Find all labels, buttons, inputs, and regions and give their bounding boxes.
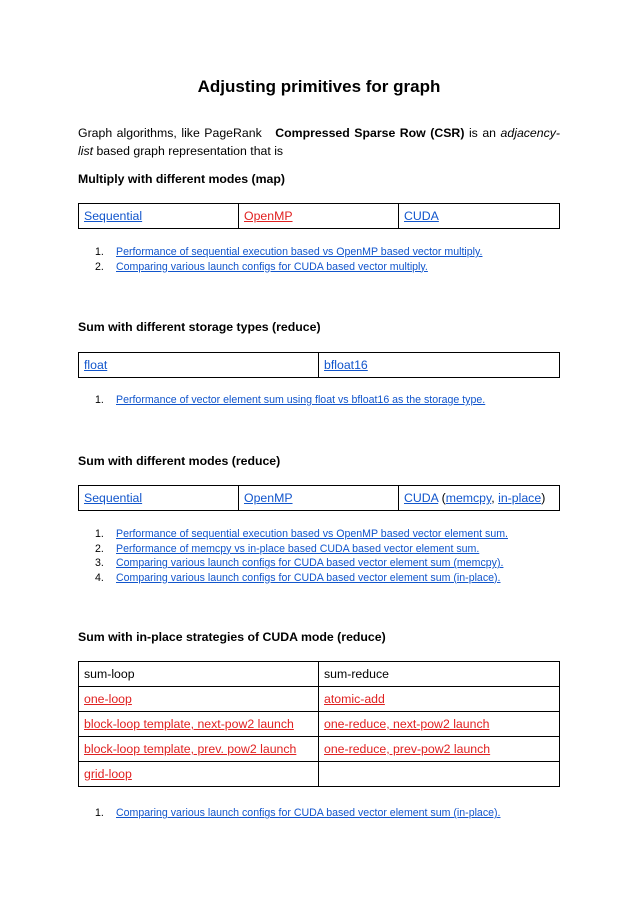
list-map xyxy=(78,245,482,274)
section-heading-storage: Sum with different storage types (reduce) xyxy=(78,320,321,334)
table-header-row xyxy=(79,662,560,687)
link-bfloat16[interactable]: bfloat16 xyxy=(324,358,368,372)
table-row xyxy=(79,687,560,712)
list-item: 4. Comparing various launch configs for CUDA based vector element sum (in-place). xyxy=(95,571,501,584)
page-title: Adjusting primitives for graph xyxy=(197,77,441,96)
storage-table xyxy=(78,352,560,378)
section-heading-reduce: Sum with different modes (reduce) xyxy=(78,454,281,468)
link-in-place[interactable]: in-place xyxy=(498,491,542,505)
link-openmp[interactable]: OpenMP xyxy=(244,491,293,505)
list-item: 3. Comparing various launch configs for CUDA based vector element sum (memcpy). xyxy=(95,557,504,569)
list-link[interactable]: Performance of vector element sum using float vs bfloat16 as the storage type. xyxy=(116,394,486,406)
link-one-reduce-prev-pow2[interactable]: one-reduce, prev-pow2 launch xyxy=(324,742,491,756)
cell-float xyxy=(79,353,319,378)
intro-italic-term: adjacency-list xyxy=(78,126,560,158)
list-item: 2. Performance of memcpy vs in-place based CUDA based vector element sum. xyxy=(95,542,480,555)
list-item: 2. Comparing various launch configs for CUDA based vector multiply. xyxy=(95,260,428,273)
link-float[interactable]: float xyxy=(84,358,108,372)
cell-sequential xyxy=(79,204,239,229)
list-item: 1. Performance of vector element sum using float vs bfloat16 as the storage type. xyxy=(95,394,486,406)
link-openmp[interactable]: OpenMP xyxy=(244,209,293,223)
intro-text-1: Graph algorithms, like PageRank xyxy=(78,126,262,140)
table-row xyxy=(79,712,560,737)
table-row xyxy=(79,762,560,787)
list-link[interactable]: Comparing various launch configs for CUDA based vector element sum (in-place). xyxy=(116,571,501,584)
list-item: 1. Performance of sequential execution based vs OpenMP based vector element sum. xyxy=(95,528,508,540)
link-cuda[interactable]: CUDA xyxy=(404,209,439,223)
list-link[interactable]: Performance of memcpy vs in-place based CUDA based vector element sum. xyxy=(116,542,480,555)
link-one-reduce-next-pow2[interactable]: one-reduce, next-pow2 launch xyxy=(324,717,490,731)
link-grid-loop[interactable]: grid-loop xyxy=(84,767,132,781)
cell-cuda: CUDA (memcpy, in-place) xyxy=(399,486,560,511)
link-cuda[interactable]: CUDA xyxy=(404,491,439,505)
intro-text-2: is an xyxy=(468,126,497,140)
list-reduce xyxy=(78,527,508,585)
section-heading-inplace: Sum with in-place strategies of CUDA mode (reduce) xyxy=(78,630,386,644)
list-link[interactable]: Performance of sequential execution based vs OpenMP based vector multiply. xyxy=(116,246,483,258)
cell-openmp xyxy=(239,486,399,511)
link-atomic-add[interactable]: atomic-add xyxy=(324,692,385,706)
list-storage xyxy=(78,393,485,408)
list-link[interactable]: Comparing various launch configs for CUDA based vector element sum (in-place). xyxy=(116,807,501,819)
empty-cell xyxy=(319,762,560,787)
list-inplace xyxy=(78,806,501,821)
link-sequential[interactable]: Sequential xyxy=(84,209,143,223)
cell-sequential xyxy=(79,486,239,511)
table-row xyxy=(79,737,560,762)
list-link[interactable]: Comparing various launch configs for CUDA based vector element sum (memcpy). xyxy=(116,557,504,569)
list-item: 1. Performance of sequential execution based vs OpenMP based vector multiply. xyxy=(95,246,483,258)
section-heading-map: Multiply with different modes (map) xyxy=(78,172,285,186)
intro-paragraph xyxy=(78,124,560,160)
list-item: 1. Comparing various launch configs for CUDA based vector element sum (in-place). xyxy=(95,807,501,819)
intro-text-3: based graph representation that is xyxy=(96,144,284,158)
link-memcpy[interactable]: memcpy xyxy=(445,491,492,505)
strategies-table xyxy=(78,661,560,787)
cell-cuda xyxy=(399,204,560,229)
modes-table-map xyxy=(78,203,560,229)
cell-bfloat16 xyxy=(319,353,560,378)
header-sum-loop: sum-loop xyxy=(79,662,319,687)
intro-bold-term: Compressed Sparse Row (CSR) xyxy=(275,126,465,140)
cell-openmp xyxy=(239,204,399,229)
link-one-loop[interactable]: one-loop xyxy=(84,692,132,706)
link-sequential[interactable]: Sequential xyxy=(84,491,143,505)
header-sum-reduce: sum-reduce xyxy=(319,662,560,687)
modes-table-reduce xyxy=(78,485,560,511)
link-block-loop-prev-pow2[interactable]: block-loop template, prev. pow2 launch xyxy=(84,742,297,756)
list-link[interactable]: Performance of sequential execution based vs OpenMP based vector element sum. xyxy=(116,528,508,540)
list-link[interactable]: Comparing various launch configs for CUDA based vector multiply. xyxy=(116,260,428,273)
link-block-loop-next-pow2[interactable]: block-loop template, next-pow2 launch xyxy=(84,717,294,731)
